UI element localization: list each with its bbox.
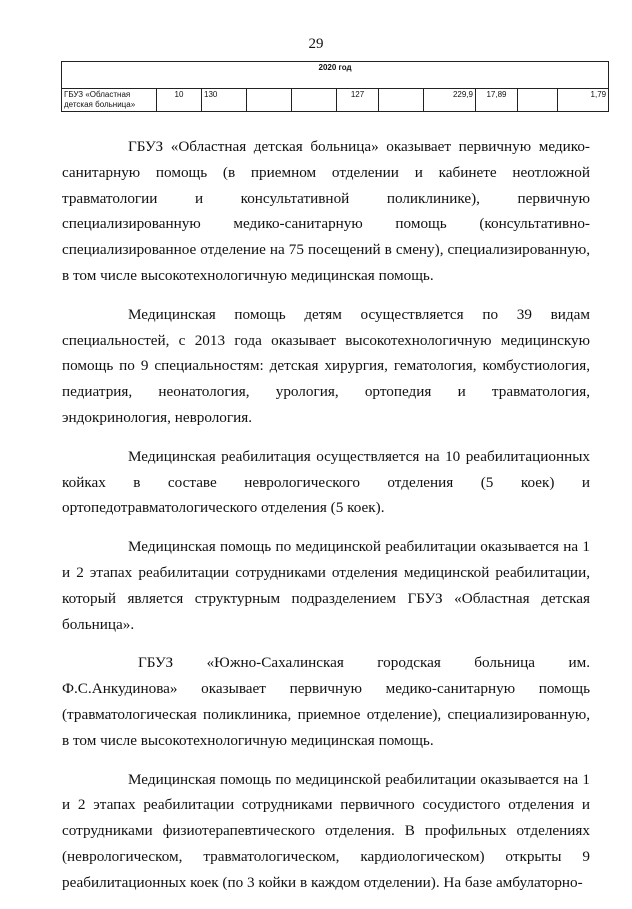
body-text (62, 134, 590, 909)
table-cell (379, 89, 424, 112)
paragraph: ГБУЗ «Южно-Сахалинская городская больница им. Ф.С.Анкудинова» оказывает первичную медико-санитарную помощь (травматологическая поликлиника, приемное отделение), специализированную, в том числе высокотехнологичную медицинская помощь. (62, 654, 590, 749)
data-table (61, 61, 609, 112)
table-cell: 130 (202, 89, 247, 112)
table-cell: 10 (157, 89, 202, 112)
paragraph: ГБУЗ «Областная детская больница» оказывает первичную медико-санитарную помощь (в приемном отделении и кабинете неотложной травматологии и консультативной поликлинике), первичную специализированную медико-санитарную помощь (консультативно-специализированное отделение на 75 посещений в смену), специализированную, в том числе высокотехнологичную медицинская помощь. (62, 138, 590, 284)
table-year-row (62, 62, 609, 89)
table-cell: 1,79 (558, 89, 609, 112)
table-cell: 229,9 (424, 89, 476, 112)
paragraph: Медицинская помощь по медицинской реабилитации оказывается на 1 и 2 этапах реабилитации сотрудниками первичного сосудистого отделения и сотрудниками физиотерапевтического отделения. В профильных отделениях (неврологическом, травматологическом, кардиологическом) открыты 9 реабилитационных коек (по 3 койки в каждом отделении). На базе амбулаторно- (62, 770, 590, 891)
paragraph: Медицинская помощь детям осуществляется по 39 видам специальностей, с 2013 года оказывает высокотехнологичную медицинскую помощь по 9 специальностям: детская хирургия, гематология, комбустиология, педиатрия, неонатология, урология, ортопедия и травматология, эндокринология, неврология. (62, 305, 590, 426)
paragraph: Медицинская помощь по медицинской реабилитации оказывается на 1 и 2 этапах реабилитации сотрудниками отделения медицинской реабилитации, который является структурным подразделением ГБУЗ «Областная детская больница». (62, 538, 590, 633)
table-cell: 17,89 (476, 89, 518, 112)
table-cell-name: ГБУЗ «Областная детская больница» (62, 89, 157, 112)
table-cell: 127 (337, 89, 379, 112)
table-cell (292, 89, 337, 112)
table-row (62, 89, 609, 112)
table-year-label: 2020 год (62, 62, 609, 89)
page-number: 29 (308, 36, 324, 52)
table-cell (247, 89, 292, 112)
table-cell (518, 89, 558, 112)
paragraph: Медицинская реабилитация осуществляется на 10 реабилитационных койках в составе неврологического отделения (5 коек) и ортопедотравматологического отделения (5 коек). (62, 447, 590, 517)
